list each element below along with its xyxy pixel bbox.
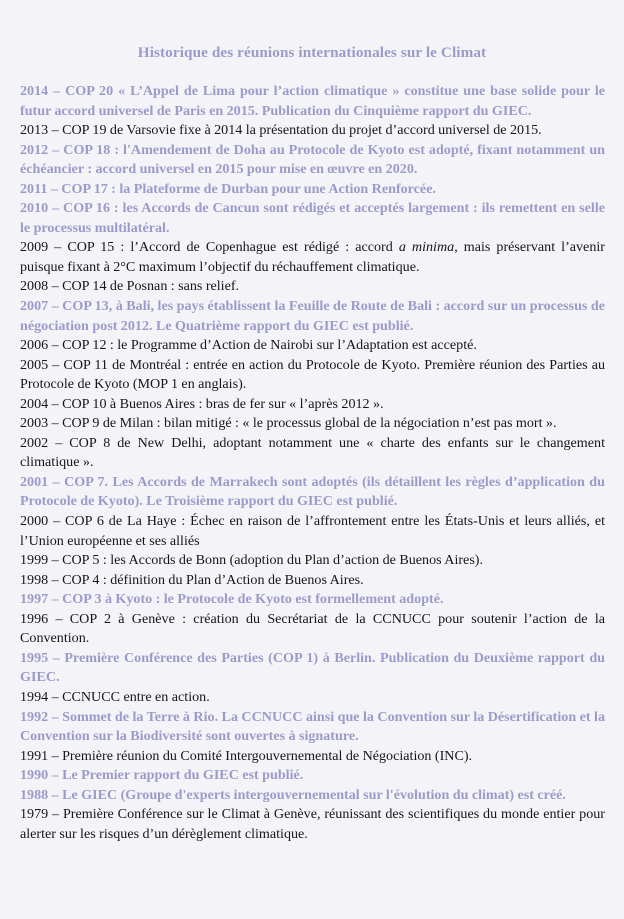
page-title: Historique des réunions internationales sur le Climat (137, 44, 487, 61)
timeline-entry-2004: 2004 – COP 10 à Buenos Aires : bras de fer sur « l’après 2012 ». (20, 395, 384, 412)
timeline-entry-1992: 1992 – Sommet de la Terre à Rio. La CCNUCC ainsi que la Convention sur la Désertification et la Convention sur la Biodiversité sont ouvertes à signature. (20, 708, 605, 745)
timeline-entry-2002: 2002 – COP 8 de New Delhi, adoptant notamment une « charte des enfants sur le changement climatique ». (20, 434, 605, 471)
timeline-entry-2009 (20, 238, 605, 277)
timeline-entry-1999: 1999 – COP 5 : les Accords de Bonn (adoption du Plan d’action de Buenos Aires). (20, 552, 484, 569)
timeline-entry-2008: 2008 – COP 14 de Posnan : sans relief. (20, 278, 240, 295)
timeline-entry-2003: 2003 – COP 9 de Milan : bilan mitigé : « le processus global de la négociation n’est pas mort ». (20, 415, 557, 432)
timeline-entry-2014: 2014 – COP 20 « L’Appel de Lima pour l’action climatique » constitue une base solide pour le futur accord universel de Paris en 2015. Publication du Cinquième rapport du GIEC. (20, 83, 605, 119)
timeline-entry-2013: 2013 – COP 19 de Varsovie fixe à 2014 la présentation du projet d’accord universel de 2015. (20, 122, 542, 139)
timeline-entry-2006: 2006 – COP 12 : le Programme d’Action de Nairobi sur l’Adaptation est accepté. (20, 337, 477, 354)
timeline-entry-1998: 1998 – COP 4 : définition du Plan d’Action de Buenos Aires. (20, 571, 364, 588)
timeline-entry-1990: 1990 – Le Premier rapport du GIEC est publié. (20, 767, 304, 784)
timeline-entry-1979: 1979 – Première Conférence sur le Climat à Genève, réunissant des scientifiques du monde entier pour alerter sur les risques d’un dérèglement climatique. (20, 806, 605, 842)
timeline-entry-2011: 2011 – COP 17 : la Plateforme de Durban pour une Action Renforcée. (20, 180, 436, 197)
timeline-entry-list (20, 82, 605, 844)
timeline-entry-1995: 1995 – Première Conférence des Parties (COP 1) à Berlin. Publication du Deuxième rapport du GIEC. (20, 649, 605, 686)
timeline-entry-2007: 2007 – COP 13, à Bali, les pays établissent la Feuille de Route de Bali : accord sur un processus de négociation post 2012. Le Quatrième rapport du GIEC est publié. (20, 298, 605, 334)
timeline-entry-2010: 2010 – COP 16 : les Accords de Cancun sont rédigés et acceptés largement : ils remettent en selle le processus multilatéral. (20, 200, 605, 236)
timeline-entry-2005: 2005 – COP 11 de Montréal : entrée en action du Protocole de Kyoto. Première réunion des Parties au Protocole de Kyoto (MOP 1 en anglais). (20, 356, 605, 393)
timeline-entry-1997: 1997 – COP 3 à Kyoto : le Protocole de Kyoto est formellement adopté. (20, 591, 444, 608)
entry-italic-phrase: a minima (398, 239, 455, 256)
entry-text-tail: , mais préservant l’avenir puisque fixant à 2°C maximum l’objectif du réchauffement climatique. (20, 239, 605, 275)
timeline-entry-2001: 2001 – COP 7. Les Accords de Marrakech sont adoptés (ils détaillent les règles d’application du Protocole de Kyoto). Le Troisième rapport du GIEC est publié. (20, 473, 605, 510)
timeline-entry-1991: 1991 – Première réunion du Comité Intergouvernemental de Négociation (INC). (20, 747, 473, 764)
timeline-entry-2000: 2000 – COP 6 de La Haye : Échec en raison de l’affrontement entre les États-Unis et leurs alliés, et l’Union européenne et ses alliés (20, 513, 605, 549)
entry-text-lead: 2009 – COP 15 : l’Accord de Copenhague est rédigé : accord (20, 239, 399, 256)
timeline-entry-1996: 1996 – COP 2 à Genève : création du Secrétariat de la CCNUCC pour soutenir l’action de la Convention. (20, 610, 605, 647)
timeline-entry-2012: 2012 – COP 18 : l'Amendement de Doha au Protocole de Kyoto est adopté, fixant notamment un échéancier : accord universel en 2015 pour mise en œuvre en 2020. (20, 141, 605, 178)
timeline-entry-1994: 1994 – CCNUCC entre en action. (20, 688, 210, 705)
timeline-entry-1988: 1988 – Le GIEC (Groupe d'experts intergouvernemental sur l'évolution du climat) est créé. (20, 786, 566, 803)
